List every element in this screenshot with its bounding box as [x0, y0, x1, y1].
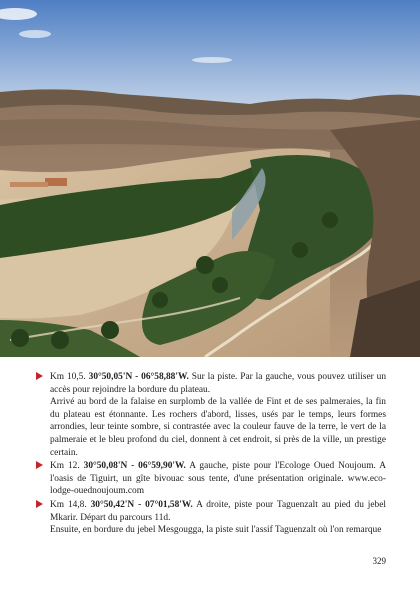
red-arrow-icon: [36, 372, 43, 380]
entry-km-12: [36, 460, 386, 498]
entry-km-14-8: [36, 499, 386, 537]
itinerary-text: [36, 371, 386, 538]
entry-line: [50, 371, 386, 396]
gps-coordinates: 30°50,05'N - 06°58,88'W.: [88, 372, 189, 382]
red-arrow-icon: [36, 500, 43, 508]
gps-coordinates: 30°50,08'N - 06°59,90'W.: [83, 461, 186, 472]
km-marker: Km 10,5.: [50, 372, 86, 382]
entry-line: [50, 460, 386, 498]
entry-text: Sur la piste. Par la gauche, vous pouvez utiliser un accès pour rejoindre la bordure du plateau.: [50, 372, 387, 395]
entry-extra: Arrivé au bord de la falaise en surplomb de la vallée de Fint et de ses palmeraies, la fin du plateau est étonnante. Les rochers d'abord, lisses, usés par le temps, leurs formes arrondies, leur teinte sombre, si contrastée avec la couleur fauve de la terre, le vert de la palmeraie et le bleu profond du ciel, donnent à cet endroit, si près de la ville, un prestige certain.: [50, 397, 386, 458]
page-number: 329: [372, 556, 386, 566]
gps-coordinates: 30°50,42'N - 07°01,58'W.: [90, 499, 193, 510]
red-arrow-icon: [36, 461, 43, 469]
entry-line: [50, 499, 386, 524]
km-marker: Km 14,8.: [50, 499, 87, 510]
entry-text: A droite, piste pour Taguenzalt au pied du jebel Mkarir. Départ du parcours 11d.: [50, 499, 386, 523]
km-marker: Km 12.: [50, 461, 80, 472]
entry-text: A gauche, piste pour l'Ecologe Oued Noujoum. A l'oasis de Tiguirt, un gîte bivouac sous tente, d'une présentation originale. www.eco-lodge-ouednoujoum.com: [50, 461, 387, 497]
entry-km-10-5: [36, 371, 386, 459]
entry-extra: Ensuite, en bordure du jebel Mesgougga, la piste suit l'assif Taguenzalt où l'on remarque: [50, 525, 382, 536]
